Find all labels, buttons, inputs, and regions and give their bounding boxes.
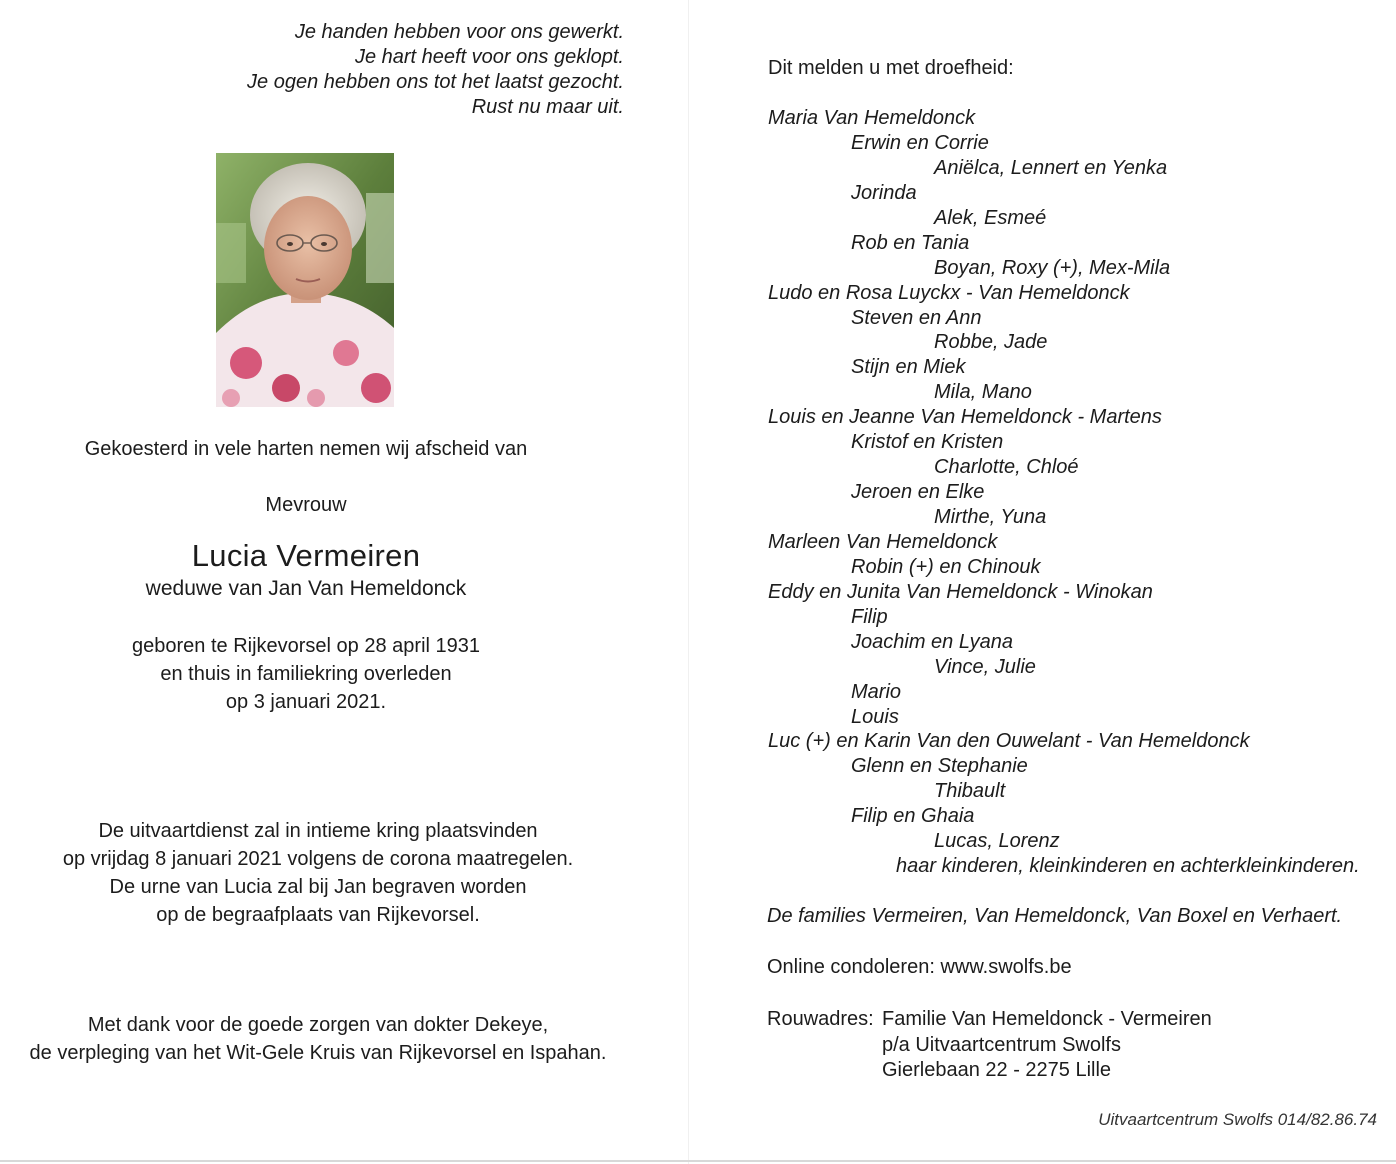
poem-line: Je hart heeft voor ons geklopt. [354, 46, 624, 68]
family-member: Louis en Jeanne Van Hemeldonck - Martens [768, 406, 1162, 429]
family-member: Filip [851, 605, 888, 628]
family-member: Alek, Esmeé [934, 206, 1047, 229]
address-label: Rouwadres: [767, 1008, 874, 1030]
funeral-home-footer: Uitvaartcentrum Swolfs 014/82.86.74 [1098, 1110, 1377, 1129]
poem [247, 20, 624, 120]
announce-text: Dit melden u met droefheid: [768, 57, 1014, 79]
family-member: Robin (+) en Chinouk [851, 555, 1041, 578]
family-member: Ludo en Rosa Luyckx - Van Hemeldonck [768, 281, 1130, 304]
family-member: Erwin en Corrie [851, 131, 989, 154]
family-member: Charlotte, Chloé [934, 456, 1079, 479]
funeral-line: op de begraafplaats van Rijkevorsel. [156, 904, 480, 926]
family-summary: haar kinderen, kleinkinderen en achterkleinkinderen. [896, 855, 1360, 878]
birth-line: geboren te Rijkevorsel op 28 april 1931 [132, 635, 480, 657]
funeral-line: De urne van Lucia zal bij Jan begraven worden [109, 876, 527, 898]
family-member: Joachim en Lyana [851, 630, 1013, 653]
intro-text: Gekoesterd in vele harten nemen wij afscheid van [84, 438, 528, 460]
family-member: Filip en Ghaia [851, 805, 975, 828]
family-member: Eddy en Junita Van Hemeldonck - Winokan [768, 580, 1153, 603]
widow-text: weduwe van Jan Van Hemeldonck [145, 577, 467, 600]
family-member: Robbe, Jade [934, 331, 1048, 354]
birth-line: en thuis in familiekring overleden [160, 663, 452, 685]
family-member: Mario [851, 680, 902, 703]
family-member: Marleen Van Hemeldonck [768, 530, 998, 553]
online-condolence: Online condoleren: www.swolfs.be [767, 956, 1072, 978]
family-member: Lucas, Lorenz [934, 830, 1060, 853]
families-text: De families Vermeiren, Van Hemeldonck, Van Boxel en Verhaert. [767, 905, 1343, 927]
right-page [690, 0, 1396, 1164]
thanks-line: Met dank voor de goede zorgen van dokter Dekeye, [87, 1014, 549, 1036]
address-line: Familie Van Hemeldonck - Vermeiren [882, 1008, 1212, 1030]
family-list [768, 106, 1360, 879]
poem-line: Je handen hebben voor ons gewerkt. [294, 21, 624, 43]
family-member: Rob en Tania [851, 231, 970, 254]
family-member: Louis [851, 705, 899, 728]
address-lines [882, 1007, 1212, 1084]
poem-line: Je ogen hebben ons tot het laatst gezocht. [247, 71, 624, 93]
deceased-name: Lucia Vermeiren [191, 538, 421, 573]
family-member: Maria Van Hemeldonck [768, 107, 976, 129]
address-line: Gierlebaan 22 - 2275 Lille [882, 1059, 1112, 1081]
family-member: Jeroen en Elke [851, 481, 985, 504]
family-member: Thibault [934, 780, 1006, 803]
family-member: Luc (+) en Karin Van den Ouwelant - Van Hemeldonck [768, 730, 1250, 753]
funeral-info [12, 817, 624, 929]
family-member: Glenn en Stephanie [851, 755, 1028, 778]
left-page [0, 0, 690, 1164]
title-salutation: Mevrouw [265, 494, 347, 516]
portrait-photo [216, 153, 394, 407]
family-member: Vince, Julie [934, 655, 1036, 678]
family-member: Stijn en Miek [851, 356, 966, 379]
family-member: Kristof en Kristen [851, 431, 1004, 454]
family-member: Mirthe, Yuna [934, 506, 1047, 528]
family-member: Mila, Mano [934, 381, 1032, 404]
thanks-line: de verpleging van het Wit-Gele Kruis van Rijkevorsel en Ispahan. [29, 1042, 607, 1064]
poem-line: Rust nu maar uit. [471, 96, 624, 118]
family-member: Aniëlca, Lennert en Yenka [934, 156, 1168, 179]
funeral-line: op vrijdag 8 januari 2021 volgens de corona maatregelen. [62, 848, 574, 870]
family-member: Boyan, Roxy (+), Mex-Mila [934, 256, 1171, 279]
birth-death-info [0, 632, 612, 716]
thanks-text [12, 1011, 624, 1067]
family-member: Steven en Ann [851, 306, 982, 329]
birth-line: op 3 januari 2021. [225, 691, 387, 713]
funeral-line: De uitvaartdienst zal in intieme kring plaatsvinden [98, 820, 538, 842]
address-line: p/a Uitvaartcentrum Swolfs [882, 1033, 1121, 1056]
family-member: Jorinda [851, 181, 917, 204]
